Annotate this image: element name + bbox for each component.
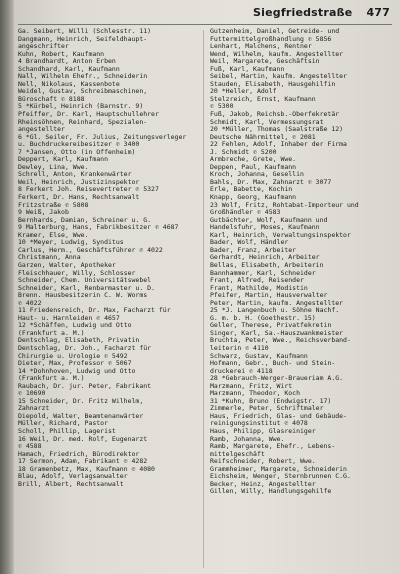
directory-entry-line: Bruchta, Peter, Wwe., Reichsverband- [210,337,351,345]
directory-entry-line: Gutbächter, Wolf, Kaufmann und [210,216,328,224]
directory-entry-line: Haut- u. Harnleiden ✆ 4657 [18,314,120,322]
directory-entry-line: Schandhard, Karl, Kaufmann [18,65,120,73]
directory-entry-line: (Frankfurt a. M.) [18,375,85,383]
header-rule [18,24,392,25]
directory-entry-line: Marzmann, Theodor, Koch [210,390,301,398]
directory-entry-line: Müller, Richard, Pastor [18,420,109,428]
directory-entry-line: Garzen, Walter, Apotheker [18,261,116,269]
directory-entry-line: Geller, Therese, Privatfekretin [210,322,332,330]
directory-entry-line: Christmann, Anna [18,254,81,262]
directory-entry-line: 18 Gramenbetz, Max, Kaufmann ✆ 4080 [18,465,155,473]
directory-entry-line: Stelzreich, Ernst, Kaufmann [210,95,316,103]
directory-entry-line: Futtermittelgroßhandlung ✆ 5856 [210,35,332,43]
page-number: 477 [366,6,390,19]
directory-entry-line: Carlus, Herm., Geschäftsführer ✆ 4022 [18,246,163,254]
directory-entry-line: 28 *Gebrauch-Werger-Braueriam A.G. [210,375,344,383]
directory-entry-line: Peter, Martin, kaufm. Angestellter [210,299,344,307]
directory-entry-line: Eichsheim, Wenger, Sternbrunnen C.G. [210,473,351,481]
directory-entry-line: Blau, Adolf, Verlagsanwalter [18,473,128,481]
directory-entry-line: Hamach, Friedrich, Bürodirektor [18,450,140,458]
directory-entry-line: Fuß, Karl, Kaufmann [210,65,285,73]
book-spine [0,0,14,574]
directory-entry-line: Ferkert, Dr. Hans, Rechtsanwalt [18,194,140,202]
directory-entry-line: Bellas, Elisabeth, Arbeiterin [210,261,324,269]
directory-entry-line: Seibel, Martin, kaufm. Angestellter [210,73,347,81]
directory-entry-line: Wend, Wilhelm, kaufm. Angestellter [210,50,344,58]
directory-entry-line: Scholl, Phillip, Lagerist [18,427,116,435]
directory-entry-line: Weil, Margarete, Geschäftsin [210,58,320,66]
directory-entry-line: Brenn. Hausbesitzerin C. W. Worms [18,292,148,300]
directory-entry-line: Erle, Babette, Kochin [210,186,293,194]
directory-entry-line: 5 *Kürbel, Heinrich (Barnstr. 9) [18,103,144,111]
directory-entry-line: Raubach, Dr. jur. Peter, Fabrikant [18,382,152,390]
page-header [190,6,390,24]
directory-entry-line: 23 Wolf, Fritz, Rohtabat-Importeur und [210,201,359,209]
directory-entry-line: Fleischhauer, Willy, Schlosser [18,269,136,277]
directory-entry-line: Rheinsöhnen, Reinhard, Spezialen- [18,118,148,126]
directory-entry-line: Gillen, Willy, Handlungsgehilfe [210,488,332,496]
directory-entry-line: Armbreche, Grete, Wwe. [210,156,297,164]
directory-entry-line: J. Schmidt ✆ 5200 [210,148,277,156]
left-column [18,28,198,488]
directory-entry-line: 8 Ferkert Joh. Reisevertreter ✆ 5327 [18,186,159,194]
directory-entry-line: Bannhammer, Karl, Schneider [210,269,316,277]
directory-entry-line: Stauden, Elisabeth, Hausgehilfin [210,80,336,88]
directory-entry-line: Karl, Heinrich, Verwaltungsinspektor [210,231,351,239]
directory-entry-line: Schwarz, Gustav, Kaufmann [210,352,308,360]
column-divider [203,30,204,568]
directory-entry-line: Dentschlag, Elisabeth, Privatin [18,337,140,345]
directory-entry-line: ✆ 10690 [18,390,46,398]
directory-entry-line: mittelgeschäft [210,450,265,458]
directory-entry-line: Nell, Nikolaus, Kassenbote [18,80,120,88]
directory-entry-line: Kuhn, Robert, Kaufmann [18,50,105,58]
directory-entry-line: leiterin ✆ 4110 [210,344,269,352]
directory-entry-line: Bernhards, Damian, Schreiner u. G. [18,216,152,224]
directory-entry-line: Dewley, Lina, Wwe. [18,163,89,171]
directory-entry-line: 12 *Schäffen, Ludwig und Otto [18,322,132,330]
directory-entry-line: Gerhardt, Heinrich, Arbeiter [210,254,320,262]
directory-entry-line: Grammheimer, Margarete, Schneiderin [210,465,347,473]
directory-entry-line: Reifschneider, Robert, Wwe. [210,458,316,466]
directory-entry-line: Handelsfuhr, Moses, Kaufmann [210,224,320,232]
right-column [210,28,390,496]
directory-entry-line: Kramer, Else, Wwe. [18,231,89,239]
directory-entry-line: Schneider, Karl, Renbarmaster u. D. [18,284,155,292]
directory-entry-line: 9 Malterburg, Hans, Fabrikbesitzer ✆ 4687 [18,224,179,232]
directory-entry-line: angeschrifter [18,43,69,51]
directory-entry-line: G. m. b. H. (Goethestr. 15) [210,314,316,322]
directory-entry-line: Singer, Karl, Sa.-Hauszwankmeister [210,329,344,337]
directory-entry-line: 9 Weiß, Jakob [18,209,69,217]
directory-entry-line: 16 Weil, Dr. med. Rolf, Eugenarzt [18,435,148,443]
page-title: Siegfriedstraße [253,6,353,19]
directory-entry-line: Nall, Wilhelm Ehefr., Schneiderin [18,73,148,81]
directory-entry-line: Bader, Franz, Arbeiter [210,246,297,254]
directory-entry-line: 7 *Jansen, Otto (in Offenheim) [18,148,136,156]
directory-entry-line: Schmidt, Karl, Vermessungsrat [210,118,324,126]
directory-entry-line: Bahls, Dr. Max, Zahnarzt ✆ 3077 [210,178,332,186]
directory-entry-line: Diepold, Walter, Beamtenanwärter [18,412,144,420]
directory-entry-line: Weidel, Gustav, Schreibmaschinen, [18,88,148,96]
directory-entry-line: reinigungsinstitut ✆ 4078 [210,420,308,428]
directory-entry-line: u. Buchdruckereibesitzer ✆ 3400 [18,141,140,149]
directory-entry-line: 31 *Kuhn, Bruno (Endwigstr. 17) [210,397,332,405]
directory-entry-line: Gutzenheim, Daniel, Getreide- und [210,28,340,35]
directory-entry-line: Chirurgie u. Urologie ✆ 5492 [18,352,128,360]
directory-entry-line: Ga. Seibert, Willi (Schlesstr. 11) [18,28,152,35]
directory-entry-line: Zahnarzt [18,405,50,413]
directory-entry-line: Becker, Heinz, Angestellter [210,480,316,488]
directory-entry-line: ✆ 5300 [210,103,234,111]
directory-entry-line: 20 *Heller, Adolf [210,88,277,96]
directory-entry-line: Haus, Philipp, Glasreiniger [210,427,316,435]
directory-entry-line: Brill, Albert, Rechtsanwalt [18,480,124,488]
directory-entry-line: Frant, Mathilde, Modistin [210,284,308,292]
directory-entry-line: (Frankfurt a. M.) [18,329,85,337]
directory-entry-line: Bader, Wolf, Händler [210,239,289,247]
directory-entry-line: Schrell, Anton, Krankenwärter [18,171,132,179]
directory-entry-line: 25 *J. Langenbuch u. Söhne Nachf. [210,307,340,315]
directory-entry-line: 11 Friedensreich, Dr. Max, Facharzt für [18,307,171,315]
directory-entry-line: Knapp, Georg, Kaufmann [210,194,297,202]
directory-entry-line: Dentschlag, Dr. Joh., Facharzt für [18,344,152,352]
directory-entry-line: 6 *Gl. Seiler, Fr. Julius, Zeitungsverleger [18,133,187,141]
directory-entry-line: Deppert, Karl, Kaufmann [18,156,109,164]
directory-entry-line: Pfeifer, Martin, Hausverwalter [210,292,328,300]
directory-entry-line: Lenhart, Malchens, Rentner [210,43,312,51]
directory-entry-line: angestellter [18,126,65,134]
directory-entry-line: Fritzstraße ✆ 5808 [18,201,89,209]
directory-entry-line: 17 Sermon, Adam, Fabrikant ✆ 4282 [18,458,148,466]
directory-entry-line: Marzmann, Fritz, Wirt [210,382,293,390]
directory-entry-line: 15 Schneider, Dr. Fritz Wilhelm, [18,397,144,405]
directory-entry-line: ✆ 4022 [18,299,42,307]
directory-entry-line: Weil, Heinrich, Justizinspektor [18,178,140,186]
directory-entry-line: ✆ 4588 [18,443,42,451]
directory-entry-line: Ramb, Margarete, Ehefr., Lebens- [210,443,336,451]
directory-entry-line: Hofmann, Gebr., Buch- und Stein- [210,360,336,368]
directory-entry-line: Ramb, Johanna, Wwe. [210,435,285,443]
directory-entry-line: Schneider, Chem. Universitätswebel [18,277,152,285]
directory-entry-line: Dangmann, Heinrich, Seifeldhaupt- [18,35,148,43]
directory-entry-line: 10 *Meyer, Ludwig, Synditus [18,239,124,247]
directory-entry-line: Fuß, Jakob, Reichsb.-Oberfekretär [210,111,340,119]
directory-entry-line: Pfeiffer, Dr. Karl, Hauptschullehrer [18,111,159,119]
directory-entry-line: Frant, Alfred, Reisender [210,277,304,285]
directory-entry-line: Büroschaft ✆ 8188 [18,95,85,103]
directory-entry-line: Zimmerle, Peter, Schriftmaler [210,405,324,413]
directory-entry-line: Kroch, Johanna, Gesellin [210,171,304,179]
directory-entry-line: druckerei ✆ 4118 [210,367,273,375]
directory-entry-line: 14 *Dohnhoven, Ludwig und Otto [18,367,136,375]
directory-entry-line: 4 Brandhardt, Anton Erben [18,58,116,66]
directory-entry-line: 22 Fehlen, Adolf, Inhaber der Firma [210,141,347,149]
directory-entry-line: Deutsche Nährmittel, ✆ 2081 [210,133,316,141]
directory-entry-line: Großhändler ✆ 4583 [210,209,281,217]
directory-entry-line: Dieter, Max, Professor ✆ 5067 [18,360,132,368]
directory-entry-line: 20 *Müller, Thomas (Saalstraße 12) [210,126,344,134]
directory-entry-line: Haus, Friedrich, Glas- und Gebäude- [210,412,347,420]
directory-entry-line: Deppen, Paul, Kaufmann [210,163,297,171]
